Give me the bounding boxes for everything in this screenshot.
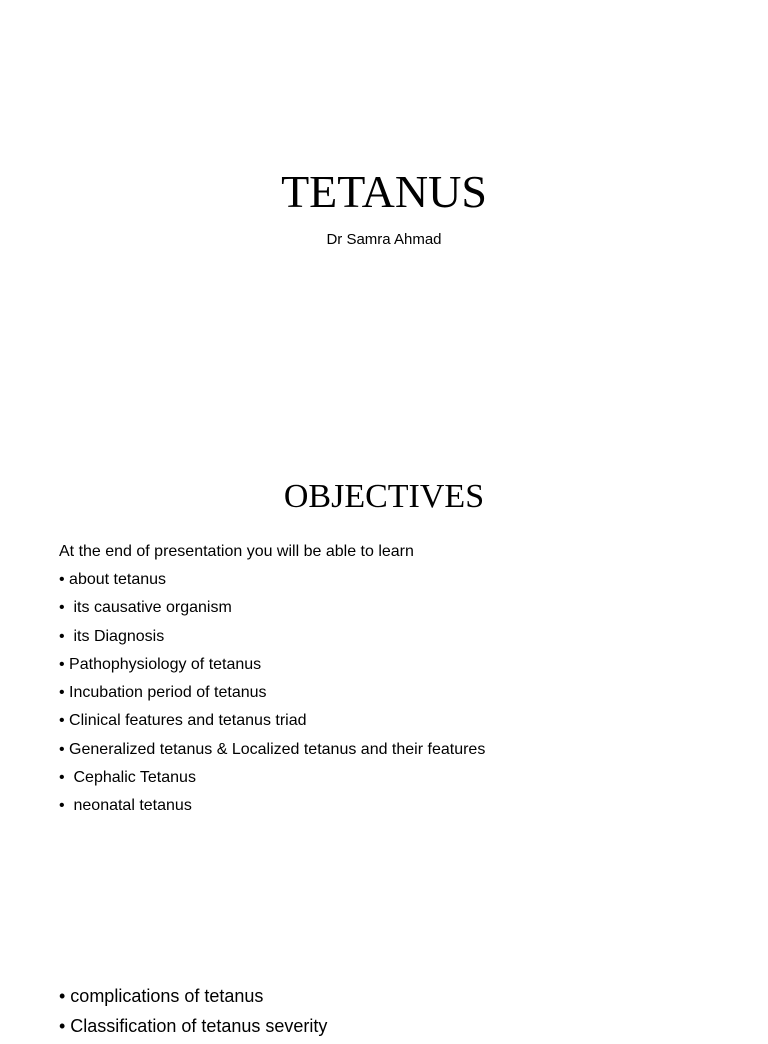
- objectives-list: [59, 570, 485, 825]
- list-item: • neonatal tetanus: [59, 797, 192, 815]
- list-item: • Cephalic Tetanus: [59, 769, 196, 787]
- list-item: • complications of tetanus: [59, 986, 264, 1006]
- continued-list: [59, 984, 327, 1044]
- objectives-intro: At the end of presentation you will be able to learn: [59, 543, 414, 560]
- list-item: • Incubation period of tetanus: [59, 684, 267, 702]
- objectives-title: OBJECTIVES: [283, 478, 485, 515]
- list-item: • Clinical features and tetanus triad: [59, 712, 307, 730]
- list-item: • Pathophysiology of tetanus: [59, 655, 262, 673]
- list-item: • Generalized tetanus & Localized tetanus and their features: [59, 740, 486, 758]
- list-item: • its causative organism: [59, 599, 232, 617]
- author-name: Dr Samra Ahmad: [326, 231, 442, 248]
- list-item: • about tetanus: [59, 571, 167, 588]
- slide-title: TETANUS: [281, 166, 487, 217]
- list-item: • its Diagnosis: [59, 627, 165, 645]
- list-item: • Classification of tetanus severity: [59, 1016, 328, 1036]
